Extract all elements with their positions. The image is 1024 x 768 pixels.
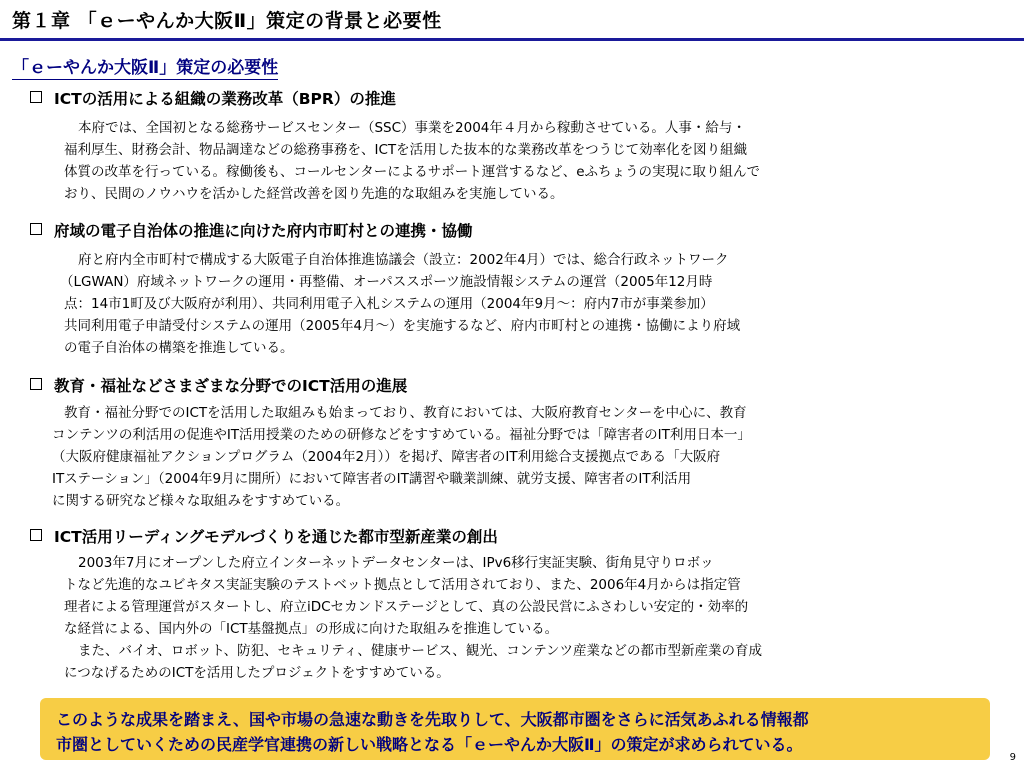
body-line: な経営による、国内外の「ICT基盤拠点」の形成に向けた取組みを推進している。 [64,621,559,637]
section-heading-text: 教育・福祉などさまざまな分野でのICT活用の進展 [54,377,408,395]
body-line: 2003年7月にオープンした府立インターネットデータセンターは、IPv6移行実証実験、街角見守りロボッ [78,555,714,571]
callout-line: このような成果を踏まえ、国や市場の急速な動きを先取りして、大阪都市圏をさらに活気あふれる情報都 [56,710,809,729]
body-line: の電子自治体の構築を推進している。 [64,340,294,356]
body-line: コンテンツの利活用の促進やIT活用授業のための研修などをすすめている。福祉分野では「障害者のIT利用日本一」 [52,427,751,443]
body-line: 福利厚生、財務会計、物品調達などの総務事務を、ICTを活用した抜本的な業務改革をつうじて効率化を図り組織 [64,142,748,158]
body-line: 理者による管理運営がスタートし、府立iDCセカンドステージとして、真の公設民営にふさわしい安定的・効率的 [64,599,749,615]
body-line: （大阪府健康福祉アクションプログラム（2004年2月））を掲げ、障害者のIT利用総合支援拠点である「大阪府 [52,449,721,465]
checkbox-bullet-icon [30,223,42,235]
section-heading [30,374,407,396]
body-line: トなど先進的なユビキタス実証実験のテストベット拠点として活用されており、また、2006年4月からは指定管 [64,577,741,593]
body-line: おり、民間のノウハウを活かした経営改善を図り先進的な取組みを実施している。 [64,186,564,202]
section-heading [30,87,396,109]
body-line: につなげるためのICTを活用したプロジェクトをすすめている。 [64,665,450,681]
body-line: （LGWAN）府域ネットワークの運用・再整備、オーパススポーツ施設情報システムの運営（2005年12月時 [60,274,713,290]
body-line: 共同利用電子申請受付システムの運用（2005年4月～）を実施するなど、府内市町村との連携・協働により府域 [64,318,741,334]
checkbox-bullet-icon [30,91,42,103]
callout-line: 市圏としていくための民産学官連携の新しい戦略となる「ｅーやんか大阪Ⅱ」の策定が求められている。 [56,735,803,754]
body-line: 体質の改革を行っている。稼働後も、コールセンターによるサポート運営するなど、eふちょうの実現に取り組んで [64,164,760,180]
section-heading-text: 府域の電子自治体の推進に向けた府内市町村との連携・協働 [54,222,473,240]
section-heading-text: ICTの活用による組織の業務改革（BPR）の推進 [54,90,396,108]
conclusion-callout [40,698,990,760]
body-line: ITステーション」（2004年9月に開所）において障害者のIT講習や職業訓練、就労支援、障害者のIT利活用 [52,471,692,487]
section-heading [30,525,498,547]
section-subtitle: 「ｅーやんか大阪Ⅱ」策定の必要性 [12,53,278,80]
body-line: 府と府内全市町村で構成する大阪電子自治体推進協議会（設立：2002年4月）では、総合行政ネットワーク [78,252,729,268]
section-heading-text: ICT活用リーディングモデルづくりを通じた都市型新産業の創出 [54,528,498,546]
section-heading [30,219,473,241]
checkbox-bullet-icon [30,378,42,390]
slide-title: 第１章 「ｅーやんか大阪Ⅱ」策定の背景と必要性 [12,10,442,32]
checkbox-bullet-icon [30,529,42,541]
body-line: また、バイオ、ロボット、防犯、セキュリティ、健康サービス、観光、コンテンツ産業などの都市型新産業の育成 [78,643,763,659]
body-line: 本府では、全国初となる総務サービスセンター（SSC）事業を2004年４月から稼動させている。人事・給与・ [78,120,746,136]
body-line: 教育・福祉分野でのICTを活用した取組みも始まっており、教育においては、大阪府教育センターを中心に、教育 [64,405,747,421]
body-line: に関する研究など様々な取組みをすすめている。 [52,493,350,509]
page-number: 9 [1009,752,1016,763]
body-line: 点：14市1町及び大阪府が利用）、共同利用電子入札システムの運用（2004年9月～：府内7市が事業参加） [64,296,714,312]
title-divider [0,38,1024,41]
